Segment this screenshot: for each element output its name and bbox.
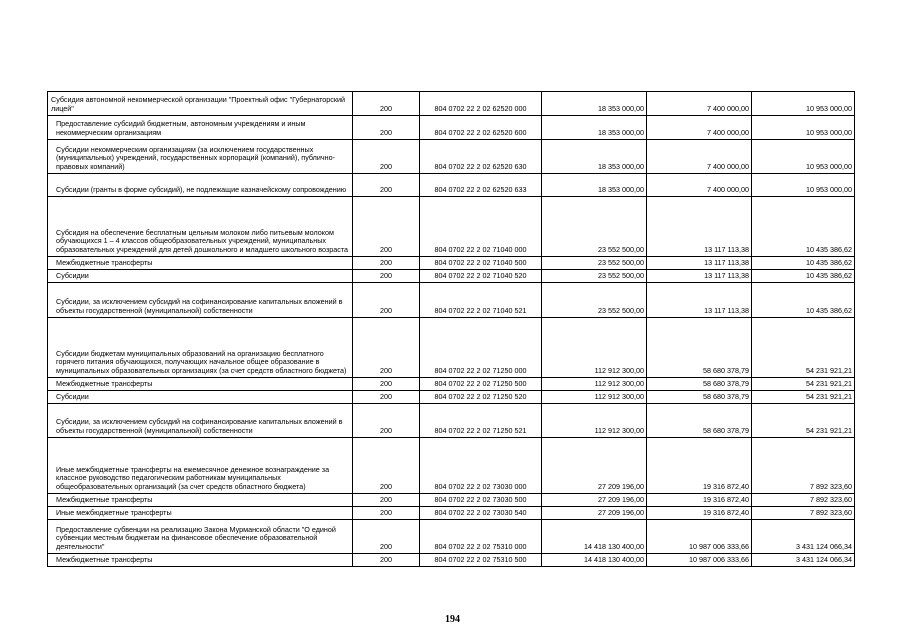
- row-approved-amount: 23 552 500,00: [542, 270, 647, 283]
- row-code: 200: [353, 554, 420, 567]
- row-unexecuted-amount: 10 435 386,62: [752, 197, 855, 257]
- row-name: Субсидия автономной некоммерческой организации "Проектный офис "Губернаторский лицей": [48, 92, 353, 116]
- row-unexecuted-amount: 7 892 323,60: [752, 438, 855, 494]
- row-name: Межбюджетные трансферты: [48, 554, 353, 567]
- row-code: 200: [353, 438, 420, 494]
- row-classification: 804 0702 22 2 02 62520 600: [420, 116, 542, 140]
- row-unexecuted-amount: 10 953 000,00: [752, 140, 855, 174]
- row-executed-amount: 13 117 113,38: [647, 283, 752, 318]
- row-classification: 804 0702 22 2 02 75310 500: [420, 554, 542, 567]
- row-name: Межбюджетные трансферты: [48, 494, 353, 507]
- row-code: 200: [353, 494, 420, 507]
- row-code: 200: [353, 140, 420, 174]
- table-row: [48, 520, 855, 554]
- row-executed-amount: 19 316 872,40: [647, 438, 752, 494]
- row-classification: 804 0702 22 2 02 62520 633: [420, 174, 542, 197]
- row-approved-amount: 23 552 500,00: [542, 257, 647, 270]
- row-name: Межбюджетные трансферты: [48, 378, 353, 391]
- table-row: [48, 378, 855, 391]
- row-approved-amount: 27 209 196,00: [542, 438, 647, 494]
- table-row: [48, 391, 855, 404]
- row-unexecuted-amount: 54 231 921,21: [752, 404, 855, 438]
- row-name: Предоставление субвенции на реализацию Закона Мурманской области "О единой субвенции местным бюджетам на финансовое обеспечение образовательной деятельности": [48, 520, 353, 554]
- row-name: Иные межбюджетные трансферты: [48, 507, 353, 520]
- table-row: [48, 404, 855, 438]
- row-classification: 804 0702 22 2 02 71250 521: [420, 404, 542, 438]
- row-approved-amount: 112 912 300,00: [542, 391, 647, 404]
- row-unexecuted-amount: 3 431 124 066,34: [752, 554, 855, 567]
- row-classification: 804 0702 22 2 02 71040 520: [420, 270, 542, 283]
- row-unexecuted-amount: 10 435 386,62: [752, 257, 855, 270]
- row-unexecuted-amount: 7 892 323,60: [752, 507, 855, 520]
- row-executed-amount: 19 316 872,40: [647, 507, 752, 520]
- row-approved-amount: 18 353 000,00: [542, 92, 647, 116]
- row-executed-amount: 7 400 000,00: [647, 92, 752, 116]
- row-approved-amount: 27 209 196,00: [542, 507, 647, 520]
- row-unexecuted-amount: 3 431 124 066,34: [752, 520, 855, 554]
- table-row: [48, 507, 855, 520]
- row-name: Межбюджетные трансферты: [48, 257, 353, 270]
- budget-execution-table: [47, 91, 855, 567]
- row-classification: 804 0702 22 2 02 71040 500: [420, 257, 542, 270]
- row-classification: 804 0702 22 2 02 75310 000: [420, 520, 542, 554]
- table-body: [48, 92, 855, 567]
- row-unexecuted-amount: 10 953 000,00: [752, 174, 855, 197]
- row-executed-amount: 7 400 000,00: [647, 140, 752, 174]
- row-code: 200: [353, 318, 420, 378]
- row-approved-amount: 112 912 300,00: [542, 404, 647, 438]
- table-row: [48, 554, 855, 567]
- row-name: Субсидии, за исключением субсидий на софинансирование капитальных вложений в объекты государственной (муниципальной) собственности: [48, 283, 353, 318]
- row-name: Субсидия на обеспечение бесплатным цельным молоком либо питьевым молоком обучающихся 1 – 4 классов общеобразовательных учреждений, муниципальных образовательных учреждений для детей дошкольного и младшего школьного возраста: [48, 197, 353, 257]
- row-unexecuted-amount: 10 435 386,62: [752, 270, 855, 283]
- row-executed-amount: 19 316 872,40: [647, 494, 752, 507]
- row-approved-amount: 14 418 130 400,00: [542, 554, 647, 567]
- row-executed-amount: 7 400 000,00: [647, 174, 752, 197]
- table-row: [48, 197, 855, 257]
- row-code: 200: [353, 391, 420, 404]
- row-name: Субсидии бюджетам муниципальных образований на организацию бесплатного горячего питания обучающихся, получающих начальное общее образование в муниципальных образовательных организациях (за счет средств областного бюджета): [48, 318, 353, 378]
- row-code: 200: [353, 270, 420, 283]
- row-unexecuted-amount: 10 435 386,62: [752, 283, 855, 318]
- row-classification: 804 0702 22 2 02 71250 520: [420, 391, 542, 404]
- row-name: Субсидии, за исключением субсидий на софинансирование капитальных вложений в объекты государственной (муниципальной) собственности: [48, 404, 353, 438]
- row-executed-amount: 13 117 113,38: [647, 197, 752, 257]
- row-approved-amount: 18 353 000,00: [542, 140, 647, 174]
- row-code: 200: [353, 283, 420, 318]
- row-unexecuted-amount: 10 953 000,00: [752, 92, 855, 116]
- row-code: 200: [353, 520, 420, 554]
- row-unexecuted-amount: 54 231 921,21: [752, 318, 855, 378]
- row-approved-amount: 112 912 300,00: [542, 318, 647, 378]
- row-code: 200: [353, 257, 420, 270]
- row-unexecuted-amount: 54 231 921,21: [752, 378, 855, 391]
- row-executed-amount: 58 680 378,79: [647, 378, 752, 391]
- table-row: [48, 494, 855, 507]
- row-approved-amount: 112 912 300,00: [542, 378, 647, 391]
- row-name: Субсидии некоммерческим организациям (за исключением государственных (муниципальных) учреждений, государственных корпораций (компаний), публично-правовых компаний): [48, 140, 353, 174]
- row-approved-amount: 23 552 500,00: [542, 283, 647, 318]
- page-number: 194: [445, 614, 460, 625]
- row-executed-amount: 13 117 113,38: [647, 270, 752, 283]
- table-row: [48, 257, 855, 270]
- row-code: 200: [353, 197, 420, 257]
- row-classification: 804 0702 22 2 02 71040 000: [420, 197, 542, 257]
- row-name: Предоставление субсидий бюджетным, автономным учреждениям и иным некоммерческим организациям: [48, 116, 353, 140]
- row-code: 200: [353, 507, 420, 520]
- row-classification: 804 0702 22 2 02 71040 521: [420, 283, 542, 318]
- row-name: Субсидии: [48, 270, 353, 283]
- table-row: [48, 318, 855, 378]
- row-classification: 804 0702 22 2 02 73030 500: [420, 494, 542, 507]
- row-unexecuted-amount: 10 953 000,00: [752, 116, 855, 140]
- row-executed-amount: 58 680 378,79: [647, 404, 752, 438]
- table-row: [48, 174, 855, 197]
- row-executed-amount: 13 117 113,38: [647, 257, 752, 270]
- row-classification: 804 0702 22 2 02 73030 000: [420, 438, 542, 494]
- row-classification: 804 0702 22 2 02 73030 540: [420, 507, 542, 520]
- table-row: [48, 92, 855, 116]
- row-classification: 804 0702 22 2 02 71250 500: [420, 378, 542, 391]
- row-executed-amount: 10 987 006 333,66: [647, 520, 752, 554]
- row-code: 200: [353, 378, 420, 391]
- row-approved-amount: 18 353 000,00: [542, 174, 647, 197]
- row-classification: 804 0702 22 2 02 62520 630: [420, 140, 542, 174]
- row-unexecuted-amount: 7 892 323,60: [752, 494, 855, 507]
- row-approved-amount: 14 418 130 400,00: [542, 520, 647, 554]
- row-approved-amount: 23 552 500,00: [542, 197, 647, 257]
- table-row: [48, 116, 855, 140]
- row-code: 200: [353, 174, 420, 197]
- row-classification: 804 0702 22 2 02 62520 000: [420, 92, 542, 116]
- row-executed-amount: 58 680 378,79: [647, 318, 752, 378]
- row-executed-amount: 7 400 000,00: [647, 116, 752, 140]
- row-approved-amount: 18 353 000,00: [542, 116, 647, 140]
- row-code: 200: [353, 404, 420, 438]
- row-name: Субсидии (гранты в форме субсидий), не подлежащие казначейскому сопровождению: [48, 174, 353, 197]
- table-row: [48, 140, 855, 174]
- row-executed-amount: 10 987 006 333,66: [647, 554, 752, 567]
- row-unexecuted-amount: 54 231 921,21: [752, 391, 855, 404]
- row-approved-amount: 27 209 196,00: [542, 494, 647, 507]
- row-classification: 804 0702 22 2 02 71250 000: [420, 318, 542, 378]
- row-executed-amount: 58 680 378,79: [647, 391, 752, 404]
- table-row: [48, 270, 855, 283]
- table-row: [48, 438, 855, 494]
- row-code: 200: [353, 92, 420, 116]
- row-code: 200: [353, 116, 420, 140]
- row-name: Субсидии: [48, 391, 353, 404]
- row-name: Иные межбюджетные трансферты на ежемесячное денежное вознаграждение за классное руководство педагогическим работникам муниципальных общеобразовательных организаций (за счет средств областного бюджета): [48, 438, 353, 494]
- table-row: [48, 283, 855, 318]
